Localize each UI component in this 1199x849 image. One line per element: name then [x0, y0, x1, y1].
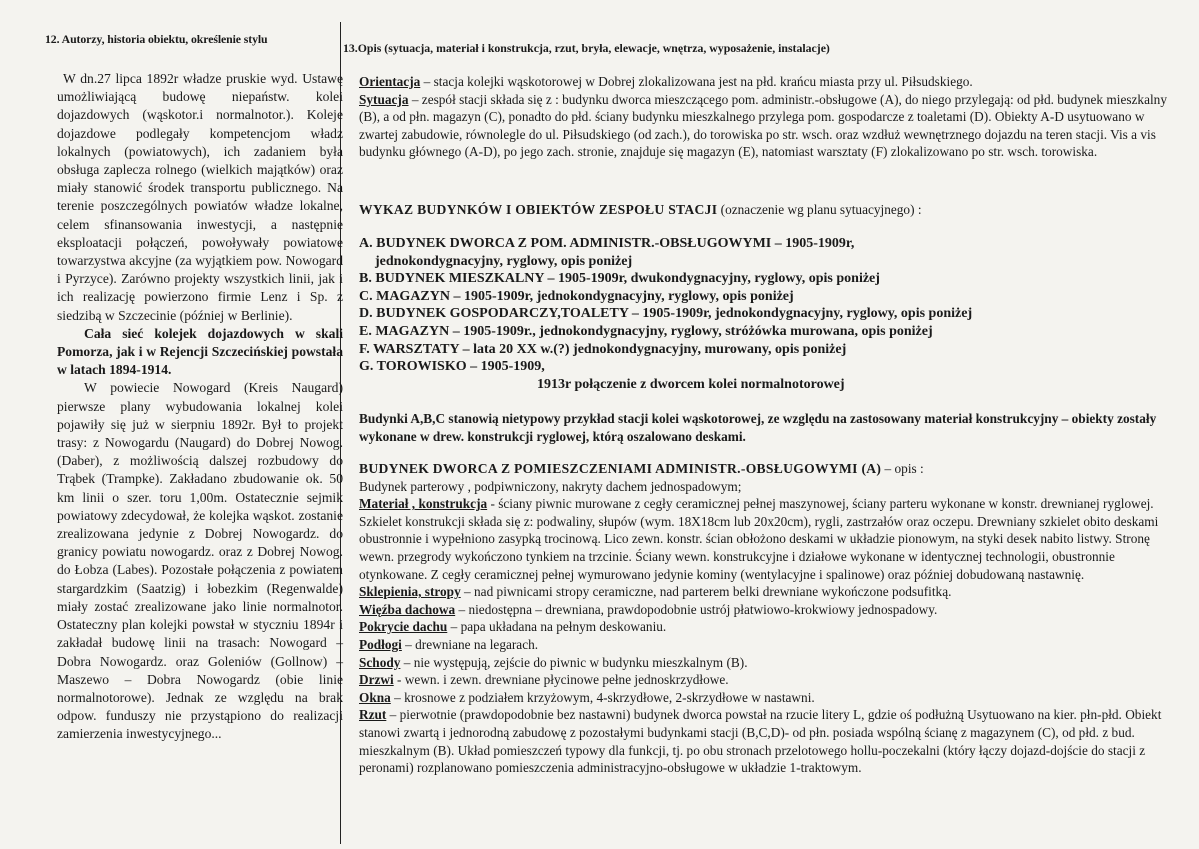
- wykaz-heading-block: [359, 201, 1174, 219]
- podlogi-label: Podłogi: [359, 636, 402, 652]
- list-item-a-cont: jednokondygnacyjny, ryglowy, opis poniżej: [375, 253, 633, 269]
- history-text: [57, 70, 343, 744]
- drzwi-label: Drzwi: [359, 672, 394, 688]
- okna-text: – krosnowe z podziałem krzyżowym, 4-skrzydłowe, 2-skrzydłowe w nastawni.: [390, 689, 815, 705]
- wykaz-heading: WYKAZ BUDYNKÓW I OBIEKTÓW ZESPOŁU STACJI: [359, 202, 718, 217]
- list-item-f: F. WARSZTATY – lata 20 XX w.(?) jednokondygnacyjny, murowany, opis poniżej: [359, 341, 847, 357]
- orientacja-text: – stacja kolejki wąskotorowej w Dobrej zlokalizowana jest na płd. krańcu miasta przy ul. Piłsudskiego.: [420, 74, 973, 89]
- orientacja-label: Orientacja: [359, 74, 421, 89]
- material-text: - ściany piwnic murowane z cegły ceramicznej pełnej maszynowej, ściany parteru wykonane w konstr. drewnianej ryglowej. Szkielet konstrukcji składa się z: podwaliny, słupów (wym. 18X18cm lub 20x20cm), rygli, zastrzałów oraz oczepu. Drewniany szkielet obito deskami obustronnie i wypełniono zasypką trocinową. Lico zewn. konstr. ścian obłożono deskami w układzie pionowym, na styki desek nabito listwy. Stronę wewn. przegrody wykończono tynkiem na trzcinie. Ściany wewn. konstrukcyjne i działowe wykonane w identycznej technologii, obustronnie otynkowane. Z cegły ceramicznej pełnej wymurowano jedynie kominy (wentylacyjne i spalinowe) oraz później dobudowaną nastawnię.: [359, 496, 1159, 582]
- sytuacja-label: Sytuacja: [359, 91, 409, 107]
- history-paragraph-2: Cała sieć kolejek dojazdowych w skali Pomorza, jak i w Rejencji Szczecińskiej powstała w latach 1894-1914.: [57, 325, 343, 378]
- dworzec-description: [359, 460, 1174, 777]
- drzwi-text: - wewn. i zewn. drewniane płycinowe pełne jednoskrzydłowe.: [393, 672, 729, 688]
- list-item-a: A. BUDYNEK DWORCA Z POM. ADMINISTR.-OBSŁUGOWYMI – 1905-1909r,: [359, 236, 855, 251]
- rzut-label: Rzut: [359, 707, 387, 723]
- list-item-g: G. TOROWISKO – 1905-1909,: [359, 359, 545, 375]
- podlogi-text: – drewniane na legarach.: [401, 636, 539, 652]
- wykaz-note: (oznaczenie wg planu sytuacyjnego) :: [717, 202, 922, 217]
- list-item-d: D. BUDYNEK GOSPODARCZY,TOALETY – 1905-1909r, jednokondygnacyjny, ryglowy, opis poniżej: [359, 306, 973, 322]
- dworzec-heading: BUDYNEK DWORCA Z POMIESZCZENIAMI ADMINISTR.-OBSŁUGOWYMI (A): [359, 461, 882, 476]
- abc-note-text: Budynki A,B,C stanowią nietypowy przykład stacji kolei wąskotorowej, ze względu na zastosowany materiał konstrukcyjny – obiekty zostały wykonane w drew. konstrukcji ryglowej, którą oszalowano deskami.: [359, 411, 1157, 444]
- wiezba-label: Więźba dachowa: [359, 601, 456, 617]
- dworzec-intro: Budynek parterowy , podpiwniczony, nakryty dachem jednospadowym;: [359, 478, 742, 494]
- pokrycie-text: – papa układana na pełnym deskowaniu.: [447, 619, 667, 635]
- sklepienia-label: Sklepienia, stropy: [359, 584, 461, 600]
- sklepienia-text: – nad piwnicami stropy ceramiczne, nad parterem belki drewniane wykończone podsufitką.: [460, 584, 952, 600]
- history-paragraph-3: W powiecie Nowogard (Kreis Naugard) pierwsze plany wybudowania lokalnej kolei pojawiły się już w sierpniu 1892r. Był to projekt trasy: z Nowogardu (Naugard) do Dobrej Nowog. (Daber), z możliwością dalszej rozbudowy do Trąbek (Trampke). Zakładano zbudowanie ok. 50 km linii o szer. toru 1,00m. Ostatecznie sejmik powiatowy zdecydował, że kolejka wąskot. zostanie zrealizowana jedynie z Dobrej Nowogardz. do granicy powiatu nowogardz. oraz z Dobrej Nowog. do Łobza (Labes). Pozostałe połączenia z powiatem stargardzkim (Saatzig) i łobezkim (Regenwalde) miały zostać zrealizowane jako linie normalnotor. Ostateczny plan kolejki powstał w styczniu 1894r i zakładał budowę linii na trasach: Nowogard – Dobra Nowogardz. oraz Goleniów (Gollnow) – Maszewo – Dobra Nowogardz (obie linie normalnotorowe). Jednak ze względu na brak odpow. funduszy nie przystąpiono do realizacji zamierzenia inwestycyjnego...: [57, 380, 343, 742]
- okna-label: Okna: [359, 689, 391, 705]
- orientation-block: [359, 73, 1174, 161]
- list-item-e: E. MAGAZYN – 1905-1909r., jednokondygnacyjny, ryglowy, stróżówka murowana, opis poniżej: [359, 323, 933, 339]
- wiezba-text: – niedostępna – drewniana, prawdopodobnie ustrój płatwiowo-krokwiowy jednospadowy.: [455, 601, 938, 617]
- abc-note: [359, 410, 1174, 445]
- pokrycie-label: Pokrycie dachu: [359, 619, 448, 635]
- list-item-c: C. MAGAZYN – 1905-1909r, jednokondygnacyjny, ryglowy, opis poniżej: [359, 288, 794, 304]
- sytuacja-text: – zespół stacji składa się z : budynku dworca mieszczącego pom. administr.-obsługowe (A), do niego przylegają: od płd. budynek mieszkalny (B), a od płn. magazyn (C), ponadto do płd. ściany budynku mieszkalnego przylega pom. gospodarcze z toaletami (D). Obiekty A-D usytuowano w zwartej zabudowie, równolegle do ul. Piłsudskiego (od zach.), do torowiska po str. wsch. oraz wzdłuż wewnętrznego dojazdu na teren stacji. Vis a vis budynku głównego (A-D), po jego zach. stronie, znajduje się magazyn (E), natomiast warsztaty (F) zlokalizowano po str. wsch. torowiska.: [359, 91, 1167, 160]
- building-list: [359, 235, 1174, 393]
- list-item-g-cont: 1913r połączenie z dworcem kolei normalnotorowej: [537, 376, 845, 392]
- dworzec-heading-tail: – opis :: [881, 461, 924, 476]
- material-label: Materiał , konstrukcja: [359, 496, 488, 512]
- section-12-heading: 12. Autorzy, historia obiektu, określenie stylu: [45, 32, 268, 46]
- rzut-text: – pierwotnie (prawdopodobnie bez nastawni) budynek dworca powstał na rzucie litery L, gdzie oś podłużną Usytuowano na kier. płn-płd. Obiekt stanowi zwartą i jednorodną zabudowę z pozostałymi budynkami stacji (B,C,D)- od płn. posiada wspólną ścianę z magazynem (C), od płd. z bud. mieszkalnym (B). Układ pomieszczeń typowy dla funkcji, tj. po obu stronach przelotowego hollu-poczekalni (który łączy dojazd-dojście do stacji z peronami) rozplanowano pomieszczenia administracyjno-obsługowe w układzie 1-traktowym.: [359, 707, 1162, 776]
- list-item-b: B. BUDYNEK MIESZKALNY – 1905-1909r, dwukondygnacyjny, ryglowy, opis poniżej: [359, 271, 880, 287]
- schody-label: Schody: [359, 654, 401, 670]
- schody-text: – nie występują, zejście do piwnic w budynku mieszkalnym (B).: [400, 654, 748, 670]
- section-13-heading: 13.Opis (sytuacja, materiał i konstrukcja, rzut, bryła, elewacje, wnętrza, wyposażenie, instalacje): [343, 41, 830, 55]
- history-paragraph-1: W dn.27 lipca 1892r władze pruskie wyd. Ustawę umożliwiającą budowę niepaństw. kolei dojazdowych (wąskotor.i normalnotor.). Koleje dojazdowe podlegały kompetencjom władz lokalnych (powiatowych), ich zadaniem była obsługa zaplecza rolnego (wielkich majątków) oraz miały stanowić środek transportu publicznego. Na terenie poszczególnych powiatów władze lokalne, celem sfinansowania inwestycji, a następnie eksploatacji połączeń, powoływały powiatowe towarzystwa akcyjne (za wyjątkiem pow. Nowogard i Pyrzyce). Zarówno projekty wszystkich linii, jak i ich realizację powierzono firmie Lenz i Sp. z siedzibą w Szczecinie (później w Berlinie).: [57, 71, 343, 323]
